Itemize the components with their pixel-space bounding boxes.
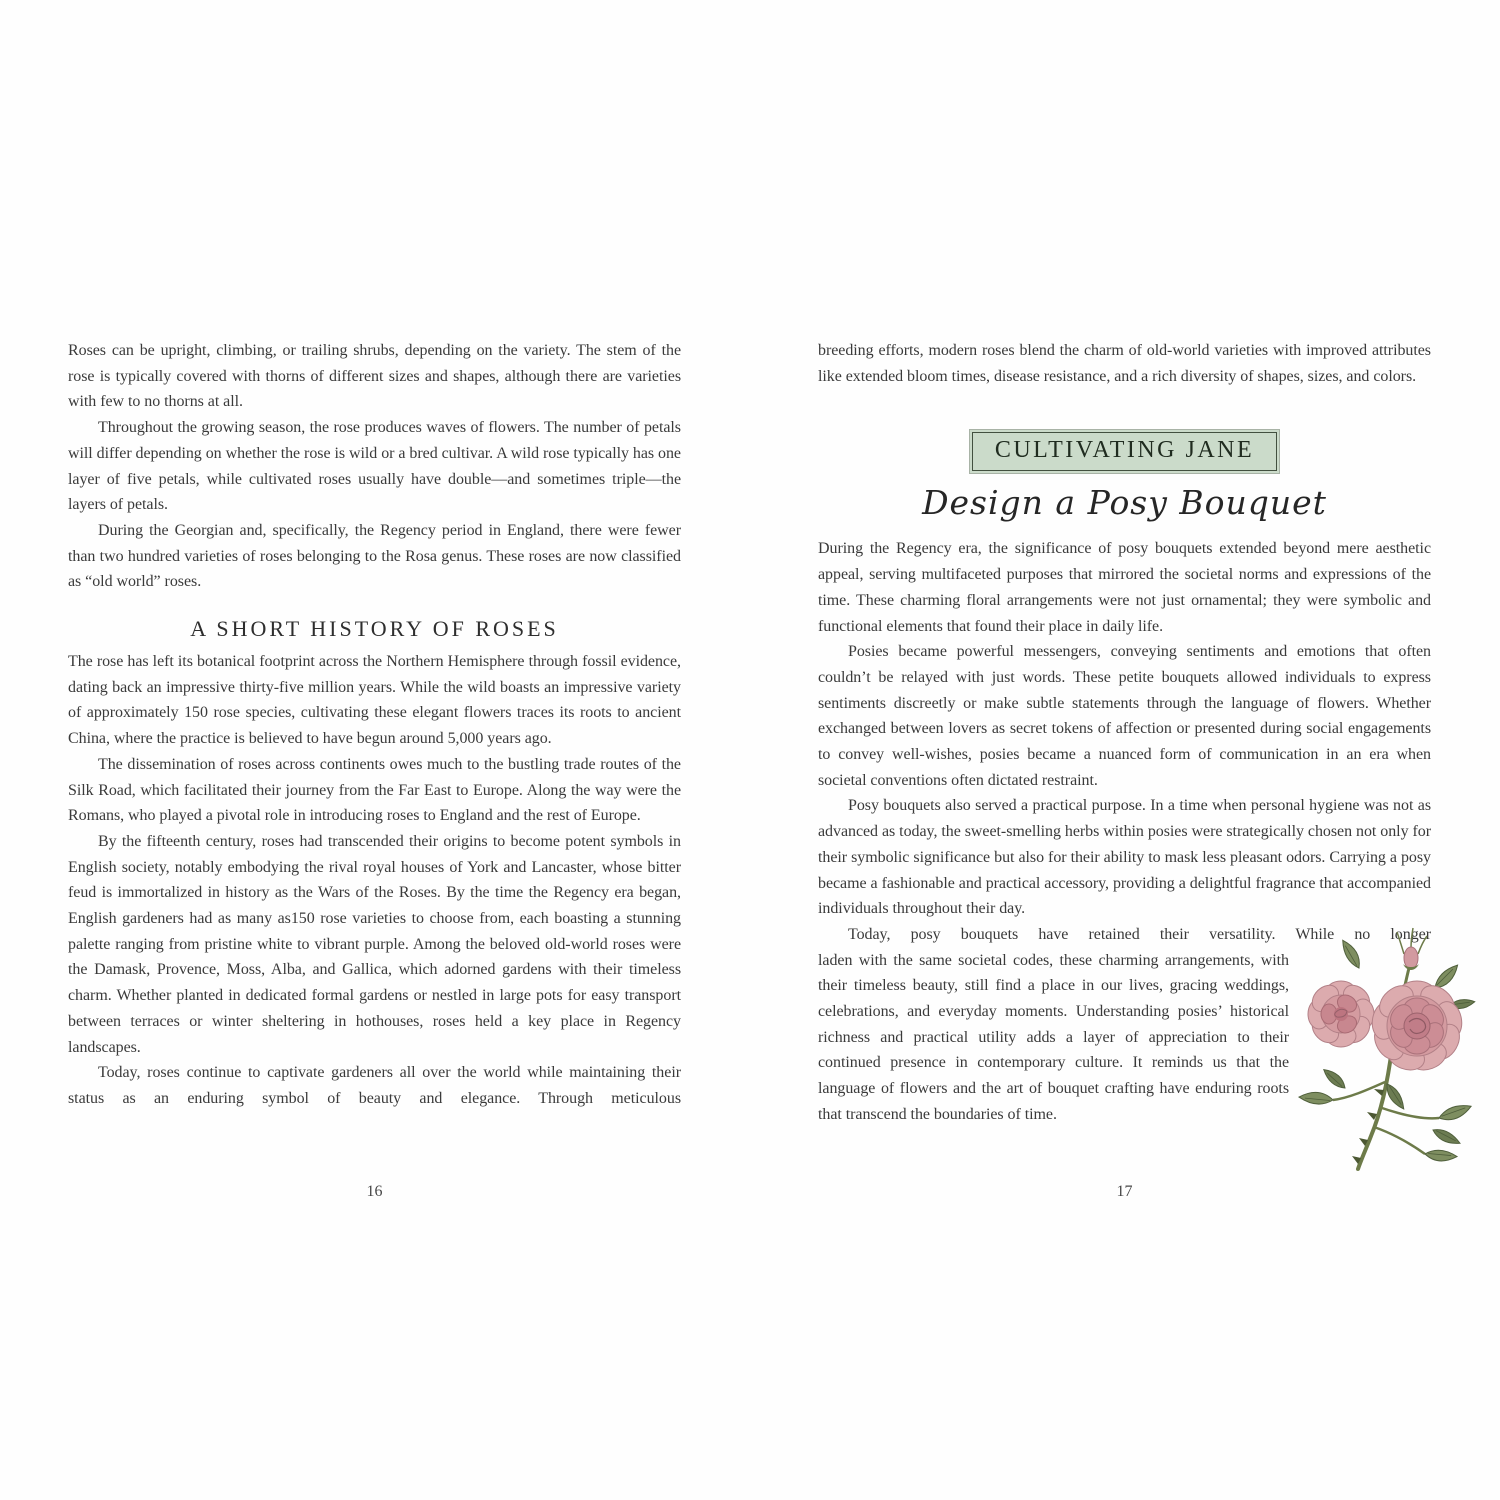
paragraph: breeding efforts, modern roses blend the charm of old-world varieties with improved attributes like extended bloom times, disease resistance, and a rich diversity of shapes, sizes, and colors. — [818, 342, 1431, 385]
rose-illustration-svg — [1289, 922, 1489, 1172]
paragraph: Today, posy bouquets have retained their versatility. While no longer — [848, 925, 1431, 943]
left-page — [68, 338, 681, 1238]
paragraph: During the Regency era, the significance of posy bouquets extended beyond mere aesthetic appeal, serving multifaceted purposes that mirrored the societal norms and expressions of the time. These charming floral arrangements were not just ornamental; they were symbolic and functional elements that found their place in daily life. — [818, 540, 1431, 635]
rose-bloom-large — [1369, 979, 1466, 1074]
rose-bud — [1397, 928, 1427, 970]
feature-box-row — [818, 429, 1431, 474]
page-number: 16 — [366, 1183, 383, 1200]
rose-bloom-small — [1307, 980, 1375, 1048]
paragraph: Posy bouquets also served a practical purpose. In a time when personal hygiene was not as advanced as today, the sweet-smelling herbs within posies were strategically chosen not only for their symbolic significance but also for their ability to mask less pleasant odors. Carrying a posy became a fashionable and practical accessory, providing a delightful fragrance that accompanied individuals throughout their day. — [818, 797, 1431, 918]
right-page — [818, 338, 1431, 1238]
rose-illustration — [1289, 948, 1431, 1140]
page-number: 17 — [1116, 1183, 1133, 1200]
paragraph: Roses can be upright, climbing, or trailing shrubs, depending on the variety. The stem of the rose is typically covered with thorns of different sizes and shapes, although there are varieties with few to no thorns at all. — [68, 342, 681, 411]
feature-subtitle: Design a Posy Bouquet — [922, 483, 1327, 523]
paragraph: During the Georgian and, specifically, the Regency period in England, there were fewer than two hundred varieties of roses belonging to the Rosa genus. These roses are now classified as “old world” roses. — [68, 521, 681, 591]
feature-box — [969, 429, 1280, 474]
paragraph-text: laden with the same societal codes, these charming arrangements, with their timeless beauty, still find a place in our lives, gracing weddings, celebrations, and everyday moments. Understanding posies’ historical richness and practical utility adds a layer of appreciation to their continued presence in contemporary culture. It reminds us that the language of flowers and the art of bouquet crafting have enduring roots that transcend the boundaries of time. — [818, 951, 1289, 1123]
paragraph: Posies became powerful messengers, conveying sentiments and emotions that often couldn’t be relayed with just words. These petite bouquets allowed individuals to express sentiments discreetly or make subtle statements through the language of flowers. Whether exchanged between lovers as secret tokens of affection or presented during social engagements to convey well-wishes, posies became a nuanced form of communication in an era when societal conventions often dictated restraint. — [818, 643, 1431, 789]
paragraph: The rose has left its botanical footprint across the Northern Hemisphere through fossil evidence, dating back an impressive thirty-five million years. While the wild boasts an impressive variety of approximately 150 rose species, cultivating these elegant flowers traces its roots to ancient China, where the practice is believed to have begun around 5,000 years ago. — [68, 653, 681, 748]
section-heading: A SHORT HISTORY OF ROSES — [190, 616, 559, 642]
feature-box-title: CULTIVATING JANE — [972, 432, 1277, 471]
paragraph: Throughout the growing season, the rose produces waves of flowers. The number of petals will differ depending on whether the rose is wild or a bred cultivar. A wild rose typically has one layer of five petals, while cultivated roses usually have double—and sometimes triple—the layers of petals. — [68, 419, 681, 514]
paragraph: By the fifteenth century, roses had transcended their origins to become potent symbols in English society, notably embodying the rival royal houses of York and Lancaster, whose bitter feud is immortalized in history as the Wars of the Roses. By the time the Regency era began, English gardeners had as many as150 rose varieties to choose from, each boasting a stunning palette ranging from pristine white to vibrant purple. Among the beloved old-world roses were the Damask, Provence, Moss, Alba, and Gallica, which adorned gardens with their timeless charm. Whether planted in dedicated formal gardens or nestled in large pots for easy transport between terraces or winter sheltering in hothouses, roses held a key place in Regency landscapes. — [68, 832, 681, 1056]
paragraph: The dissemination of roses across continents owes much to the bustling trade routes of the Silk Road, which facilitated their journey from the Far East to Europe. Along the way were the Romans, who played a pivotal role in introducing roses to England and the rest of Europe. — [68, 755, 681, 825]
paragraph: Today, roses continue to captivate gardeners all over the world while maintaining their status as an enduring symbol of beauty and elegance. Through meticulous — [68, 1064, 681, 1107]
paragraph — [818, 948, 1431, 1128]
